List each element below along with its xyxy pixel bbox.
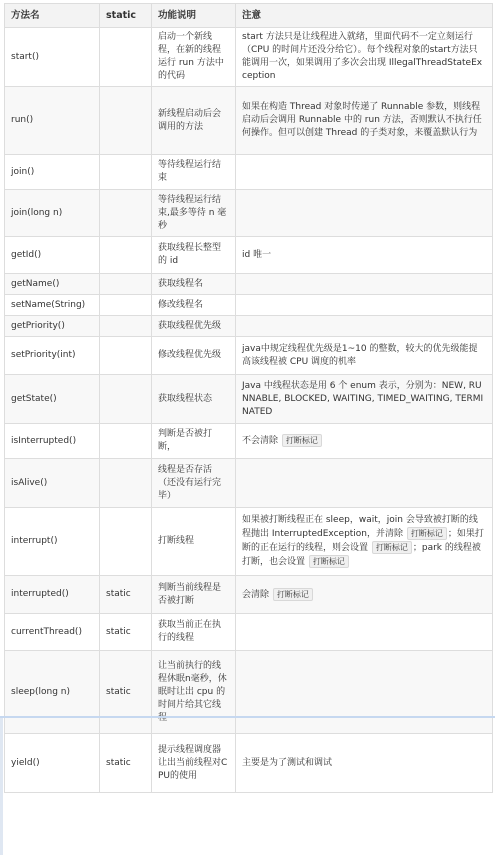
- note-text: 会清除: [242, 589, 272, 600]
- note-text: 如果被打断线程正在 sleep，wait，join 会导致被打断的线程抛出 InterruptedException，并清除: [242, 515, 478, 539]
- table-row: [5, 424, 493, 459]
- description-cell: 获取当前正在执行的线程: [152, 614, 236, 651]
- interrupt-flag-code: 打断标记: [407, 527, 447, 540]
- interrupt-flag-code: 打断标记: [309, 555, 349, 568]
- method-name-cell: isInterrupted(): [5, 424, 100, 459]
- description-cell: 获取线程长整型的 id: [152, 237, 236, 274]
- interrupt-flag-code: 打断标记: [282, 434, 322, 447]
- description-cell: 判断当前线程是否被打断: [152, 576, 236, 614]
- method-name-cell: getPriority(): [5, 316, 100, 337]
- note-text: ；park 的线程被打断，也会设置: [242, 543, 481, 567]
- method-name-cell: getName(): [5, 274, 100, 295]
- table-row: [5, 190, 493, 237]
- static-cell: [100, 316, 152, 337]
- table-row: [5, 274, 493, 295]
- method-name-cell: yield(): [5, 734, 100, 793]
- method-name-cell: setPriority(int): [5, 337, 100, 375]
- static-cell: [100, 237, 152, 274]
- description-cell: 修改线程名: [152, 295, 236, 316]
- static-cell: [100, 87, 152, 155]
- method-name-cell: start(): [5, 28, 100, 87]
- description-cell: 提示线程调度器让出当前线程对CPU的使用: [152, 734, 236, 793]
- table-row: [5, 87, 493, 155]
- note-cell: [236, 576, 493, 614]
- note-cell: [236, 337, 493, 375]
- method-name-cell: interrupted(): [5, 576, 100, 614]
- header-static: static: [100, 4, 152, 28]
- static-cell: [100, 28, 152, 87]
- note-cell: [236, 508, 493, 576]
- method-name-cell: run(): [5, 87, 100, 155]
- note-cell: [236, 734, 493, 793]
- method-name-cell: join(long n): [5, 190, 100, 237]
- table-row: [5, 155, 493, 190]
- description-cell: 启动一个新线程，在新的线程运行 run 方法中的代码: [152, 28, 236, 87]
- description-cell: 等待线程运行结束,最多等待 n 毫秒: [152, 190, 236, 237]
- table-header: [5, 4, 493, 28]
- note-text: 主要是为了测试和调试: [242, 757, 333, 768]
- table-row: [5, 576, 493, 614]
- section-divider: [0, 716, 495, 718]
- description-cell: 判断是否被打断，: [152, 424, 236, 459]
- description-cell: 等待线程运行结束: [152, 155, 236, 190]
- description-cell: 打断线程: [152, 508, 236, 576]
- static-cell: static: [100, 734, 152, 793]
- note-text: start 方法只是让线程进入就绪，里面代码不一定立刻运行（CPU 的时间片还没分给它）。每个线程对象的start方法只能调用一次，如果调用了多次会出现 IllegalThreadStateException: [242, 32, 483, 81]
- description-cell: 新线程启动后会调用的方法: [152, 87, 236, 155]
- note-text: id 唯一: [242, 249, 272, 260]
- description-cell: 让当前执行的线程休眠n毫秒，休眠时让出 cpu 的时间片给其它线: [152, 651, 236, 734]
- table-row: [5, 237, 493, 274]
- method-name-cell: sleep(long n): [5, 651, 100, 734]
- table-body: [5, 28, 493, 793]
- table-row: [5, 651, 493, 734]
- static-cell: static: [100, 651, 152, 734]
- table-row: [5, 734, 493, 793]
- table-row: [5, 295, 493, 316]
- interrupt-flag-code: 打断标记: [273, 588, 313, 601]
- note-text: java中规定线程优先级是1~10 的整数，较大的优先级能提高该线程被 CPU 调度的机率: [242, 343, 478, 367]
- header-description: 功能说明: [152, 4, 236, 28]
- note-cell: [236, 155, 493, 190]
- method-name-cell: isAlive(): [5, 459, 100, 508]
- static-cell: [100, 424, 152, 459]
- static-cell: static: [100, 576, 152, 614]
- note-text: 不会清除: [242, 436, 281, 446]
- table-row: [5, 28, 493, 87]
- static-cell: [100, 337, 152, 375]
- static-cell: [100, 155, 152, 190]
- note-cell: [236, 295, 493, 316]
- method-name-cell: setName(String): [5, 295, 100, 316]
- static-cell: static: [100, 614, 152, 651]
- table-row: [5, 459, 493, 508]
- table-row: [5, 508, 493, 576]
- table-row: [5, 337, 493, 375]
- note-cell: [236, 651, 493, 734]
- note-text: ；如果打断的正在运行的线程，则会设置: [242, 529, 484, 553]
- note-cell: [236, 28, 493, 87]
- static-cell: [100, 375, 152, 424]
- note-cell: [236, 375, 493, 424]
- side-highlight-bar: [0, 718, 3, 855]
- header-method: 方法名: [5, 4, 100, 28]
- static-cell: [100, 190, 152, 237]
- header-note: 注意: [236, 4, 493, 28]
- note-cell: [236, 274, 493, 295]
- description-cell: 获取线程状态: [152, 375, 236, 424]
- method-name-cell: getId(): [5, 237, 100, 274]
- method-name-cell: interrupt(): [5, 508, 100, 576]
- note-cell: [236, 459, 493, 508]
- static-cell: [100, 508, 152, 576]
- table-row: [5, 614, 493, 651]
- note-cell: [236, 87, 493, 155]
- note-text: Java 中线程状态是用 6 个 enum 表示，分别为：NEW, RUNNABLE, BLOCKED, WAITING, TIMED_WAITING, TERMINATED: [242, 380, 484, 417]
- note-cell: [236, 316, 493, 337]
- note-cell: [236, 190, 493, 237]
- note-text: 如果在构造 Thread 对象时传递了 Runnable 参数，则线程启动后会调用 Runnable 中的 run 方法，否则默认不执行任何操作。但可以创建 Thread 的子类对象，来覆盖默认行为: [242, 102, 482, 138]
- table-row: [5, 316, 493, 337]
- method-name-cell: join(): [5, 155, 100, 190]
- note-cell: [236, 424, 493, 459]
- description-cell: 获取线程名: [152, 274, 236, 295]
- description-cell: 获取线程优先级: [152, 316, 236, 337]
- table-row: [5, 375, 493, 424]
- method-name-cell: getState(): [5, 375, 100, 424]
- static-cell: [100, 459, 152, 508]
- note-cell: [236, 237, 493, 274]
- description-cell: 修改线程优先级: [152, 337, 236, 375]
- description-cell: 线程是否存活（还没有运行完毕）: [152, 459, 236, 508]
- static-cell: [100, 274, 152, 295]
- note-cell: [236, 614, 493, 651]
- header-row: [5, 4, 493, 28]
- static-cell: [100, 295, 152, 316]
- method-name-cell: currentThread(): [5, 614, 100, 651]
- thread-methods-table: [4, 3, 493, 793]
- interrupt-flag-code: 打断标记: [372, 541, 412, 554]
